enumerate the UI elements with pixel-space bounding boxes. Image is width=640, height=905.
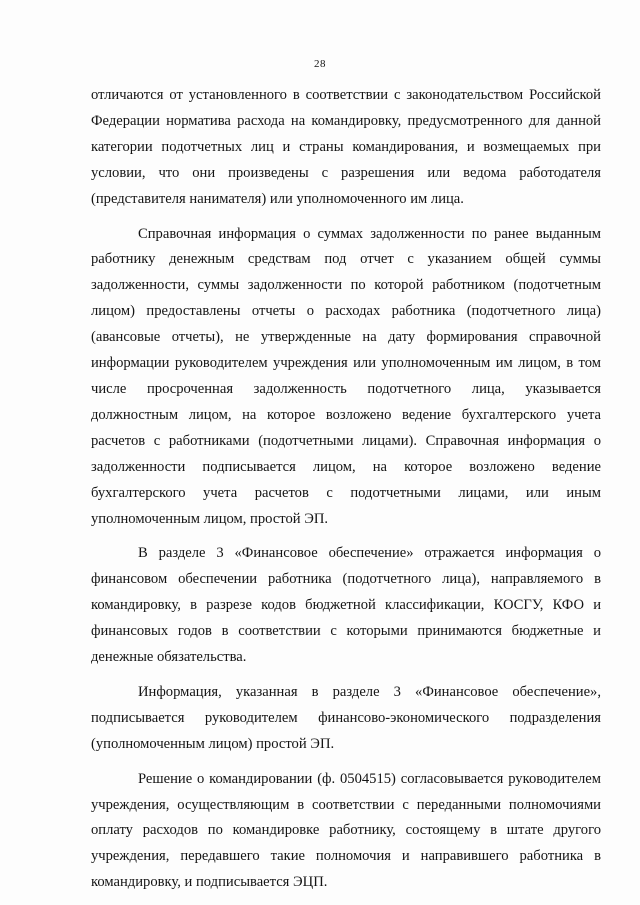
- paragraph-reference-info: Справочная информация о суммах задолженности по ранее выданным работнику денежным средствам под отчет с указанием общей суммы задолженности, суммы задолженности по которой работником (подотчетным лицом) предоставлены отчеты о расходах работника (подотчетного лица) (авансовые отчеты), не утвержденные на дату формирования справочной информации руководителем учреждения или уполномоченным им лицом, в том числе просроченная задолженность подотчетного лица, указывается должностным лицом, на которое возложено ведение бухгалтерского учета расчетов с работниками (подотчетными лицами). Справочная информация о задолженности подписывается лицом, на которое возложено ведение бухгалтерского учета расчетов с подотчетными лицами, или иным уполномоченным лицом, простой ЭП.: [91, 225, 601, 527]
- paragraph-decision: Решение о командировании (ф. 0504515) согласовывается руководителем учреждения, осуществляющим в соответствии с переданными полномочиями оплату расходов по командировке работнику, состоящему в штате другого учреждения, передавшего такие полномочия и направившего работника в командировку, и подписывается ЭЦП.: [91, 770, 601, 891]
- paragraph-continuation: отличаются от установленного в соответствии с законодательством Российской Федерации норматива расхода на командировку, предусмотренного для данной категории подотчетных лиц и страны командирования, и возмещаемых при условии, что они произведены с разрешения или ведома работодателя (представителя нанимателя) или уполномоченного им лица.: [91, 87, 601, 207]
- paragraph-section-3-signature: Информация, указанная в разделе 3 «Финансовое обеспечение», подписывается руководителем финансово-экономического подразделения (уполномоченным лицом) простой ЭП.: [91, 683, 601, 752]
- document-body: [91, 83, 601, 905]
- page-number: 28: [314, 58, 326, 70]
- paragraph-section-3: В разделе 3 «Финансовое обеспечение» отражается информация о финансовом обеспечении работника (подотчетного лица), направляемого в командировку, в разрезе кодов бюджетной классификации, КОСГУ, КФО и финансовых годов в соответствии с которыми принимаются бюджетные и денежные обязательства.: [91, 545, 601, 666]
